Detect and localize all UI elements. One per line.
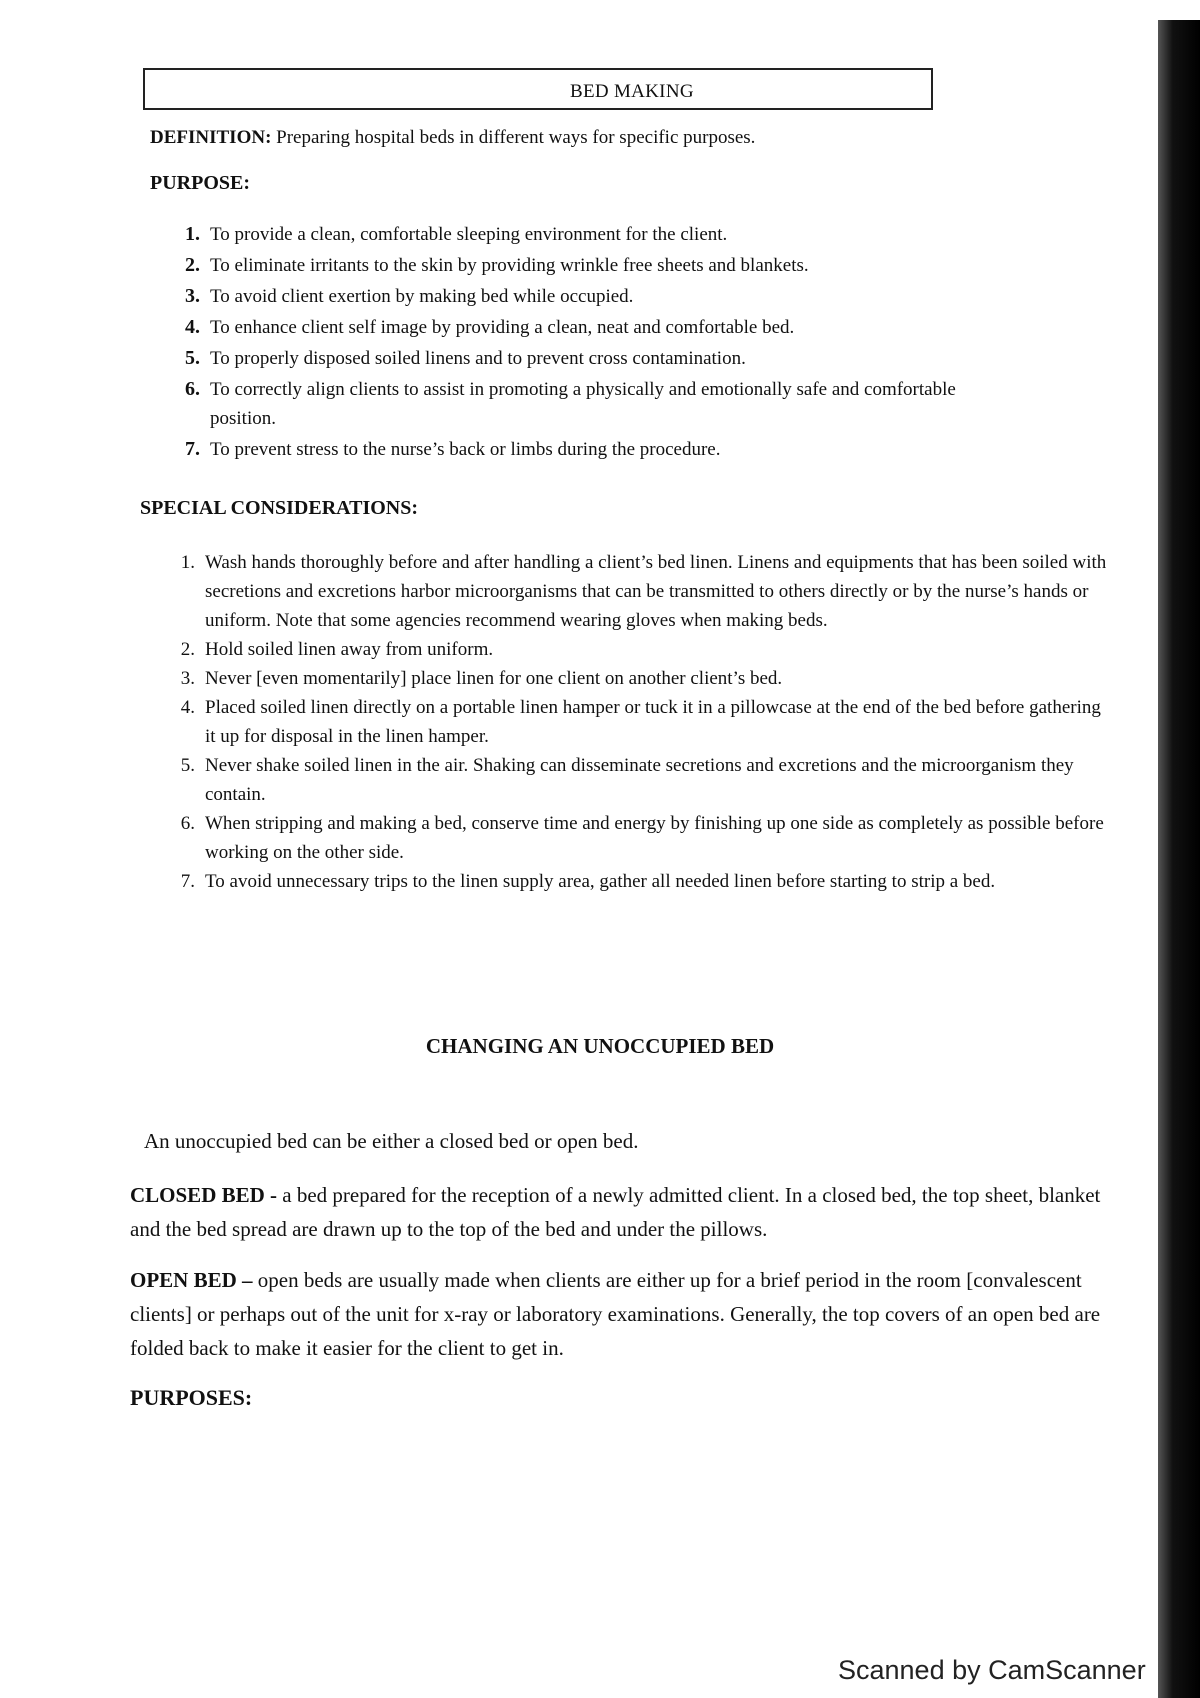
list-item: 6. When stripping and making a bed, conserve time and energy by finishing up one side as completely as possible before working on the other side. — [180, 813, 1104, 863]
list-item: 3. Never [even momentarily] place linen for one client on another client’s bed. — [180, 668, 783, 689]
list-item: 5. Never shake soiled linen in the air. Shaking can disseminate secretions and excretions and the microorganism they contain. — [180, 755, 1074, 805]
purposes-heading: PURPOSES: — [130, 1385, 253, 1410]
list-item: 7. To avoid unnecessary trips to the linen supply area, gather all needed linen before starting to strip a bed. — [180, 871, 996, 892]
closed-bed-paragraph — [130, 1178, 1130, 1246]
section-title: CHANGING AN UNOCCUPIED BED — [425, 1034, 775, 1058]
scanner-watermark: Scanned by CamScanner — [838, 1655, 1146, 1685]
list-item: 4. To enhance client self image by providing a clean, neat and comfortable bed. — [185, 316, 795, 338]
list-item: 2. Hold soiled linen away from uniform. — [180, 639, 494, 660]
definition-label: DEFINITION: — [150, 127, 272, 148]
closed-bed-text: a bed prepared for the reception of a newly admitted client. In a closed bed, the top sheet, blanket and the bed spread are drawn up to the top of the bed and under the pillows. — [130, 1183, 1101, 1241]
list-item: 3. To avoid client exertion by making bed while occupied. — [185, 285, 634, 307]
definition — [150, 127, 755, 149]
purpose-heading: PURPOSE: — [150, 172, 250, 194]
title-box — [143, 68, 933, 110]
closed-bed-label: CLOSED BED - — [130, 1183, 278, 1207]
list-item: 6. To correctly align clients to assist in promoting a physically and emotionally safe and comfortable position. — [185, 378, 956, 429]
definition-text: Preparing hospital beds in different ways for specific purposes. — [271, 127, 756, 148]
open-bed-paragraph — [130, 1263, 1130, 1365]
open-bed-label: OPEN BED – — [130, 1268, 253, 1292]
intro-paragraph: An unoccupied bed can be either a closed bed or open bed. — [144, 1129, 639, 1153]
purpose-list — [185, 220, 990, 466]
list-item: 5. To properly disposed soiled linens and to prevent cross contamination. — [185, 347, 746, 369]
list-item: 4. Placed soiled linen directly on a portable linen hamper or tuck it in a pillowcase at the end of the bed before gathering it up for disposal in the linen hamper. — [180, 697, 1101, 747]
special-considerations-list — [180, 548, 1115, 896]
list-item: 7. To prevent stress to the nurse’s back or limbs during the procedure. — [185, 438, 721, 460]
list-item: 1. To provide a clean, comfortable sleeping environment for the client. — [185, 223, 728, 245]
list-item: 1. Wash hands thoroughly before and after handling a client’s bed linen. Linens and equipments that has been soiled with secretions and excretions harbor microorganisms that can be transmitted to others directly or by the nurse’s hands or uniform. Note that some agencies recommend wearing gloves when making beds. — [180, 552, 1107, 631]
special-considerations-heading: SPECIAL CONSIDERATIONS: — [140, 497, 419, 519]
open-bed-text: open beds are usually made when clients are either up for a brief period in the room [convalescent clients] or perhaps out of the unit for x-ray or laboratory examinations. Generally, the top covers of an open bed are folded back to make it easier for the client to get in. — [130, 1268, 1101, 1360]
list-item: 2. To eliminate irritants to the skin by providing wrinkle free sheets and blankets. — [185, 254, 809, 276]
scan-edge-shadow — [1158, 20, 1200, 1698]
page-title: BED MAKING — [570, 81, 694, 102]
